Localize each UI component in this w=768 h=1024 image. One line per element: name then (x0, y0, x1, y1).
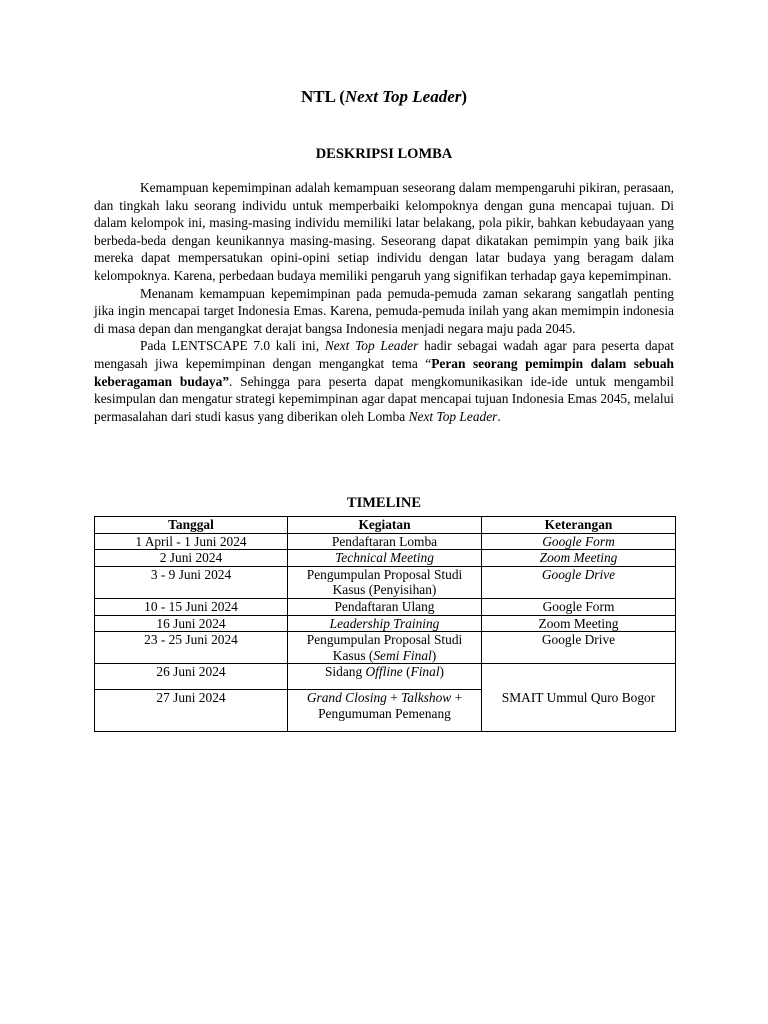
note-cell: Google Form (482, 598, 676, 615)
date-cell: 27 Juni 2024 (95, 690, 288, 732)
column-header-activity: Kegiatan (288, 517, 482, 534)
paragraph-3-text: . Sehingga para peserta dapat mengkomunikasikan ide-ide untuk mengambil kesimpulan dan mengatur strategi kepemimpinan agar dapat mencapai tujuan Indonesia Emas 2045, melalui permasalahan dari studi kasus yang diberikan oleh Lomba (94, 373, 674, 424)
section-heading: DESKRIPSI LOMBA (315, 146, 453, 162)
date-cell: 1 April - 1 Juni 2024 (95, 533, 288, 550)
date-cell: 2 Juni 2024 (95, 550, 288, 567)
activity-italic: Offline (365, 664, 403, 680)
date-cell: 10 - 15 Juni 2024 (95, 598, 288, 615)
title-prefix: NTL ( (300, 87, 345, 106)
activity-text: + Pengumuman Pemenang (318, 690, 463, 721)
note-cell: Google Drive (482, 632, 676, 664)
paragraph-3-text: Pada LENTSCAPE 7.0 kali ini, (140, 338, 325, 354)
table-row (95, 533, 676, 550)
table-header-row (95, 517, 676, 534)
note-cell: Google Form (482, 533, 676, 550)
date-cell: 16 Juni 2024 (95, 615, 288, 632)
table-row (95, 566, 676, 598)
note-cell: Google Drive (482, 566, 676, 598)
activity-italic: Talkshow (401, 690, 452, 706)
activity-italic: Grand Closing (306, 690, 387, 706)
column-header-note: Keterangan (482, 517, 676, 534)
activity-cell: Pengumpulan Proposal Studi Kasus (Penyisihan) (288, 566, 482, 598)
note-cell: Zoom Meeting (482, 615, 676, 632)
activity-cell (288, 664, 482, 690)
timeline-heading: TIMELINE (346, 495, 422, 511)
description-body (94, 179, 674, 425)
table-row (95, 664, 676, 690)
paragraph-3-italic-name: Next Top Leader (324, 338, 419, 354)
paragraph-3-theme: Peran seorang pemimpin dalam sebuah keberagaman budaya” (94, 355, 674, 389)
table-row (95, 615, 676, 632)
activity-cell: Technical Meeting (288, 550, 482, 567)
table-row (95, 632, 676, 664)
activity-cell (288, 690, 482, 732)
date-cell: 3 - 9 Juni 2024 (95, 566, 288, 598)
activity-cell: Pendaftaran Ulang (288, 598, 482, 615)
date-cell: 26 Juni 2024 (95, 664, 288, 690)
date-cell: 23 - 25 Juni 2024 (95, 632, 288, 664)
activity-cell (288, 632, 482, 664)
activity-cell: Pendaftaran Lomba (288, 533, 482, 550)
activity-text: Sidang (324, 664, 366, 680)
paragraph-3-italic-name: Next Top Leader (408, 408, 498, 424)
activity-text: ( (402, 664, 411, 680)
paragraph-3 (94, 337, 674, 425)
activity-italic: Semi Final (373, 647, 432, 663)
column-header-date: Tanggal (95, 517, 288, 534)
note-cell: Zoom Meeting (482, 550, 676, 567)
paragraph-3-text: . (497, 408, 501, 424)
title-suffix: ) (461, 87, 468, 106)
paragraph-2: Menanam kemampuan kepemimpinan pada pemuda-pemuda zaman sekarang sangatlah penting jika ingin mencapai target Indonesia Emas. Karena, pemuda-pemuda inilah yang akan memimpin indonesia di masa depan dan mengangkat derajat bangsa Indonesia menjadi negara maju pada 2045. (94, 285, 674, 336)
activity-text: ) (439, 664, 445, 680)
document-title (94, 87, 674, 107)
timeline-table (94, 516, 676, 732)
title-italic: Next Top Leader (344, 87, 462, 106)
activity-text: ) (431, 647, 437, 663)
activity-italic: Final (410, 664, 440, 680)
table-row (95, 550, 676, 567)
location-cell: SMAIT Ummul Quro Bogor (482, 664, 676, 732)
activity-cell: Leadership Training (288, 615, 482, 632)
activity-text: Pengumpulan Proposal Studi Kasus ( (306, 632, 463, 663)
paragraph-3-text: hadir sebagai wadah agar para peserta dapat mengasah jiwa kepemimpinan dengan mengangkat tema “ (94, 338, 674, 371)
table-row (95, 598, 676, 615)
paragraph-1: Kemampuan kepemimpinan adalah kemampuan seseorang dalam mempengaruhi pikiran, perasaan, dan tingkah laku seorang individu untuk memperbaiki kelompoknya dengan guna mencapai tujuan. Di dalam kelompok ini, masing-masing individu memiliki latar belakang, pola pikir, bahkan kebudayaan yang berbeda-beda dengan keunikannya masing-masing. Seseorang dapat dikatakan pemimpin yang baik jika mereka dapat mempersatukan opini-opini setiap individu dengan latar budaya yang beragam dalam kelompoknya. Karena, perbedaan budaya memiliki pengaruh yang signifikan terhadap gaya kepemimpinan. (94, 180, 674, 283)
activity-text: + (386, 690, 402, 706)
